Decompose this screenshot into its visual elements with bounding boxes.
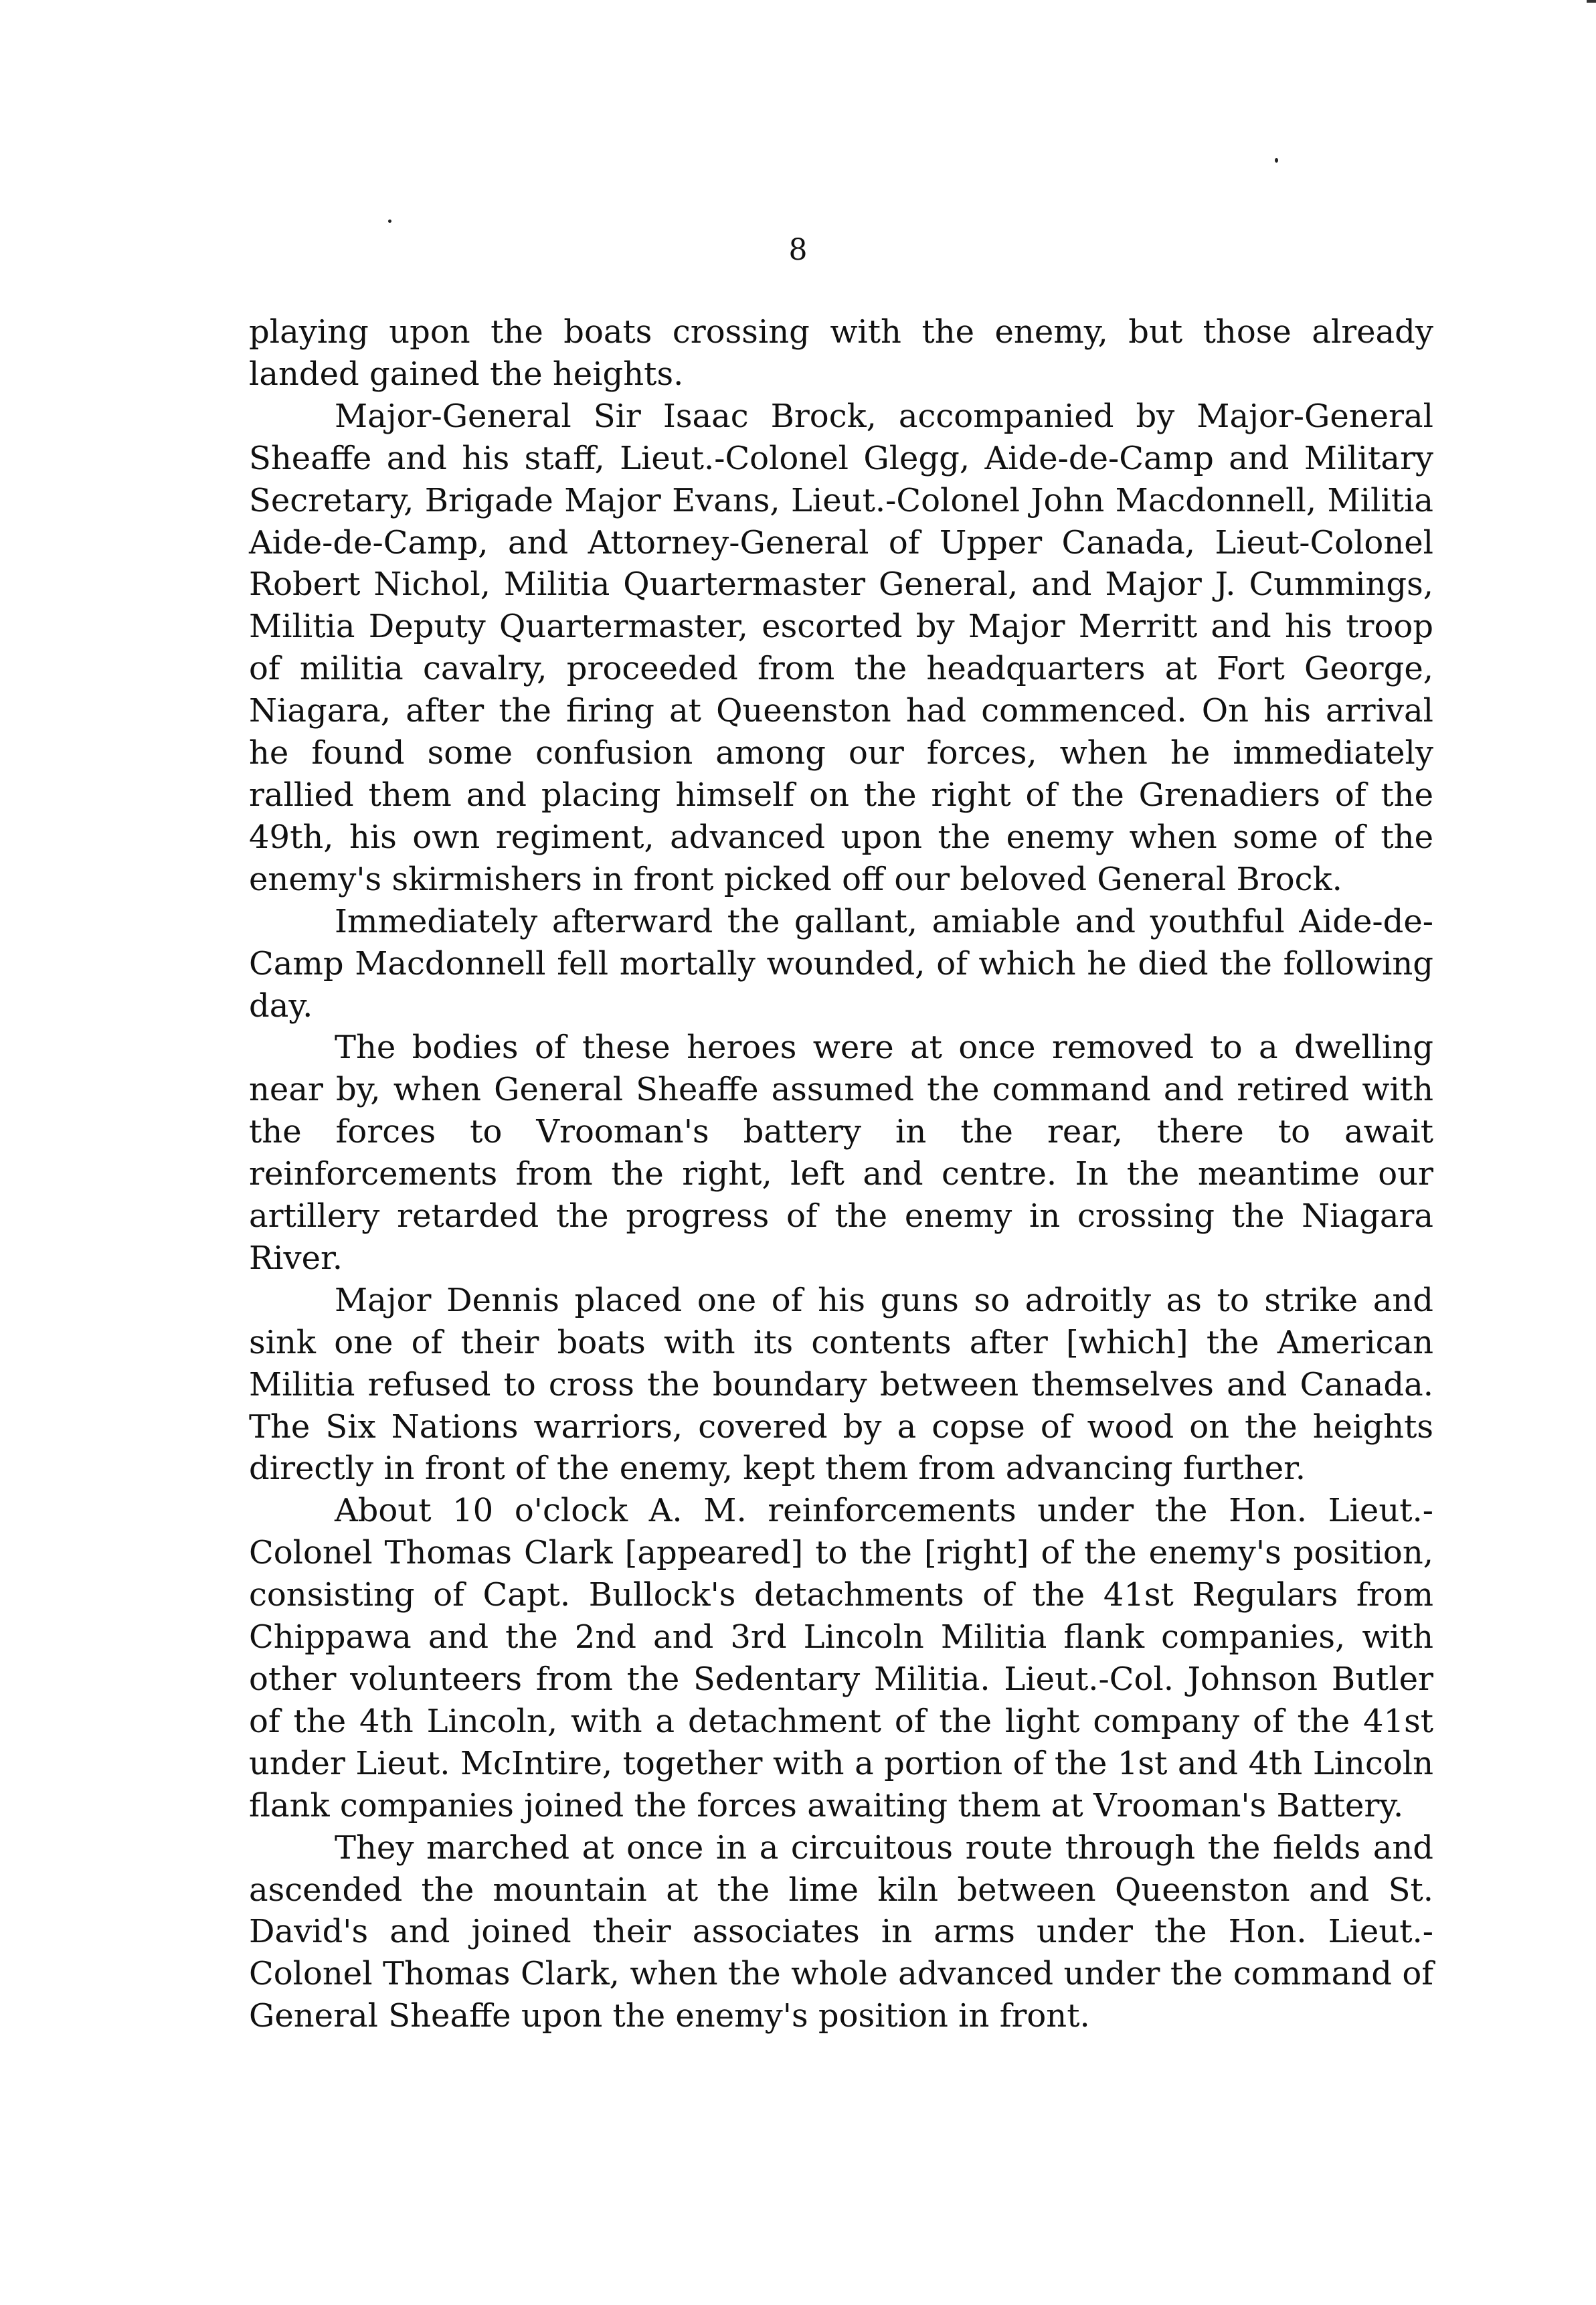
paragraph: Immediately afterward the gallant, amiable and youthful Aide-de-Camp Macdonnell fell mortally wounded, of which he died the following day. xyxy=(249,902,1433,1025)
edge-mark xyxy=(1587,0,1596,3)
paragraph: Major-General Sir Isaac Brock, accompanied by Major-General Sheaffe and his staff, Lieut.-Colonel Glegg, Aide-de-Camp and Military Secretary, Brigade Major Evans, Lieut.-Colonel John Macdonnell, Militia Aide-de-Camp, and Attorney-General of Upper Canada, Lieut-Colonel Robert Nichol, Militia Quartermaster General, and Major J. Cummings, Militia Deputy Quartermaster, escorted by Major Merritt and his troop of militia cavalry, proceeded from the headquarters at Fort George, Niagara, after the firing at Queenston had commenced. On his arrival he found some confusion among our forces, when he immediately rallied them and placing himself on the right of the Grenadiers of the 49th, his own regiment, advanced upon the enemy when some of the enemy's skirmishers in front picked off our beloved General Brock. xyxy=(249,397,1433,898)
speck-mark xyxy=(1275,158,1278,163)
page-number: 8 xyxy=(788,233,808,267)
paragraph: The bodies of these heroes were at once removed to a dwelling near by, when General Sheaffe assumed the command and retired with the forces to Vrooman's battery in the rear, there to await reinforcements from the right, left and centre. In the meantime our artillery retarded the progress of the enemy in crossing the Niagara River. xyxy=(249,1029,1433,1277)
paragraph: playing upon the boats crossing with the enemy, but those already landed gained the heights. xyxy=(249,313,1433,393)
speck-mark xyxy=(388,220,391,223)
body-text xyxy=(249,311,1433,2037)
paragraph: They marched at once in a circuitous route through the fields and ascended the mountain at the lime kiln between Queenston and St. David's and joined their associates in arms under the Hon. Lieut.-Colonel Thomas Clark, when the whole advanced under the command of General Sheaffe upon the enemy's position in front. xyxy=(249,1828,1433,2035)
paragraph: Major Dennis placed one of his guns so adroitly as to strike and sink one of their boats with its contents after [which] the American Militia refused to cross the boundary between themselves and Canada. The Six Nations warriors, covered by a copse of wood on the heights directly in front of the enemy, kept them from advancing further. xyxy=(249,1281,1433,1488)
paragraph: About 10 o'clock A. M. reinforcements under the Hon. Lieut.-Colonel Thomas Clark [appeared] to the [right] of the enemy's position, consisting of Capt. Bullock's detachments of the 41st Regulars from Chippawa and the 2nd and 3rd Lincoln Militia flank companies, with other volunteers from the Sedentary Militia. Lieut.-Col. Johnson Butler of the 4th Lincoln, with a detachment of the light company of the 41st under Lieut. McIntire, together with a portion of the 1st and 4th Lincoln flank companies joined the forces awaiting them at Vrooman's Battery. xyxy=(249,1492,1433,1824)
